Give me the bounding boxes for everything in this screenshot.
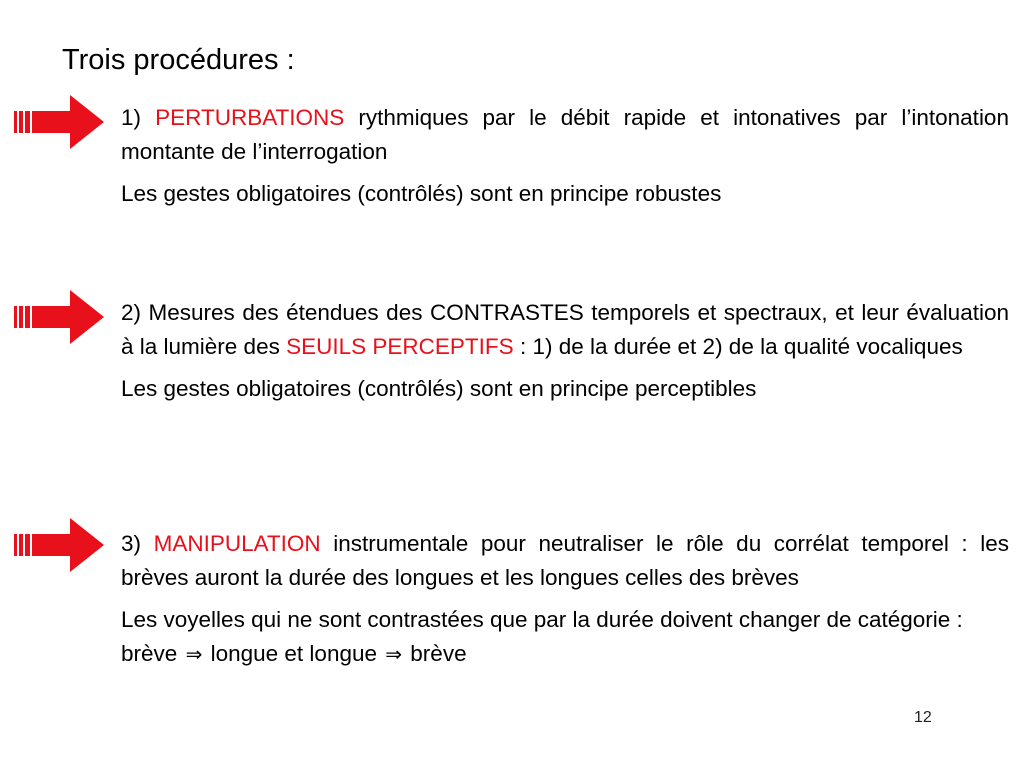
implies-arrow-icon: ⇒: [185, 642, 203, 666]
block-arrow-right-icon-graphic: [14, 93, 106, 151]
block-arrow-right-icon: [14, 93, 106, 151]
procedure-3-note-part2: longue et longue: [210, 641, 377, 666]
procedure-1-text: rythmiques par le débit rapide et intonatives par l’intonation montante de l’interrogation: [121, 105, 1009, 164]
block-arrow-right-icon-graphic: [14, 288, 106, 346]
procedure-3-note-part3: brève: [410, 641, 467, 666]
procedure-1-description: [121, 101, 1009, 169]
procedure-3-note: [121, 603, 1009, 671]
procedure-2-text-before: Mesures des étendues des CONTRASTES temporels et spectraux, et leur évaluation à la lumière des: [121, 300, 1009, 359]
implies-arrow-icon: ⇒: [385, 642, 403, 666]
procedure-2-keyword: SEUILS PERCEPTIFS: [286, 334, 514, 359]
procedure-2-number: 2): [121, 300, 142, 325]
procedure-3-number: 3): [121, 531, 142, 556]
procedure-1-number: 1): [121, 105, 142, 130]
procedure-2-note: Les gestes obligatoires (contrôlés) sont en principe perceptibles: [121, 376, 757, 401]
slide-title: Trois procédures :: [62, 44, 295, 76]
procedure-3-description: [121, 527, 1009, 595]
procedure-3-text: instrumentale pour neutraliser le rôle du corrélat temporel : les brèves auront la durée des longues et les longues celles des brèves: [121, 531, 1009, 590]
procedure-item-2: [121, 296, 1009, 406]
block-arrow-right-icon: [14, 288, 106, 346]
procedure-1-keyword: PERTURBATIONS: [155, 105, 345, 130]
procedure-3-note-part1: Les voyelles qui ne sont contrastées que par la durée doivent changer de catégorie : brève: [121, 607, 963, 666]
procedure-1-note: Les gestes obligatoires (contrôlés) sont en principe robustes: [121, 181, 722, 206]
procedure-item-1: [121, 101, 1009, 211]
block-arrow-right-icon-graphic: [14, 516, 106, 574]
procedure-2-text-after: : 1) de la durée et 2) de la qualité vocaliques: [519, 334, 963, 359]
page-number: 12: [914, 709, 932, 726]
block-arrow-right-icon: [14, 516, 106, 574]
procedure-2-description: [121, 296, 1009, 364]
procedure-3-keyword: MANIPULATION: [153, 531, 321, 556]
procedure-item-3: [121, 527, 1009, 671]
